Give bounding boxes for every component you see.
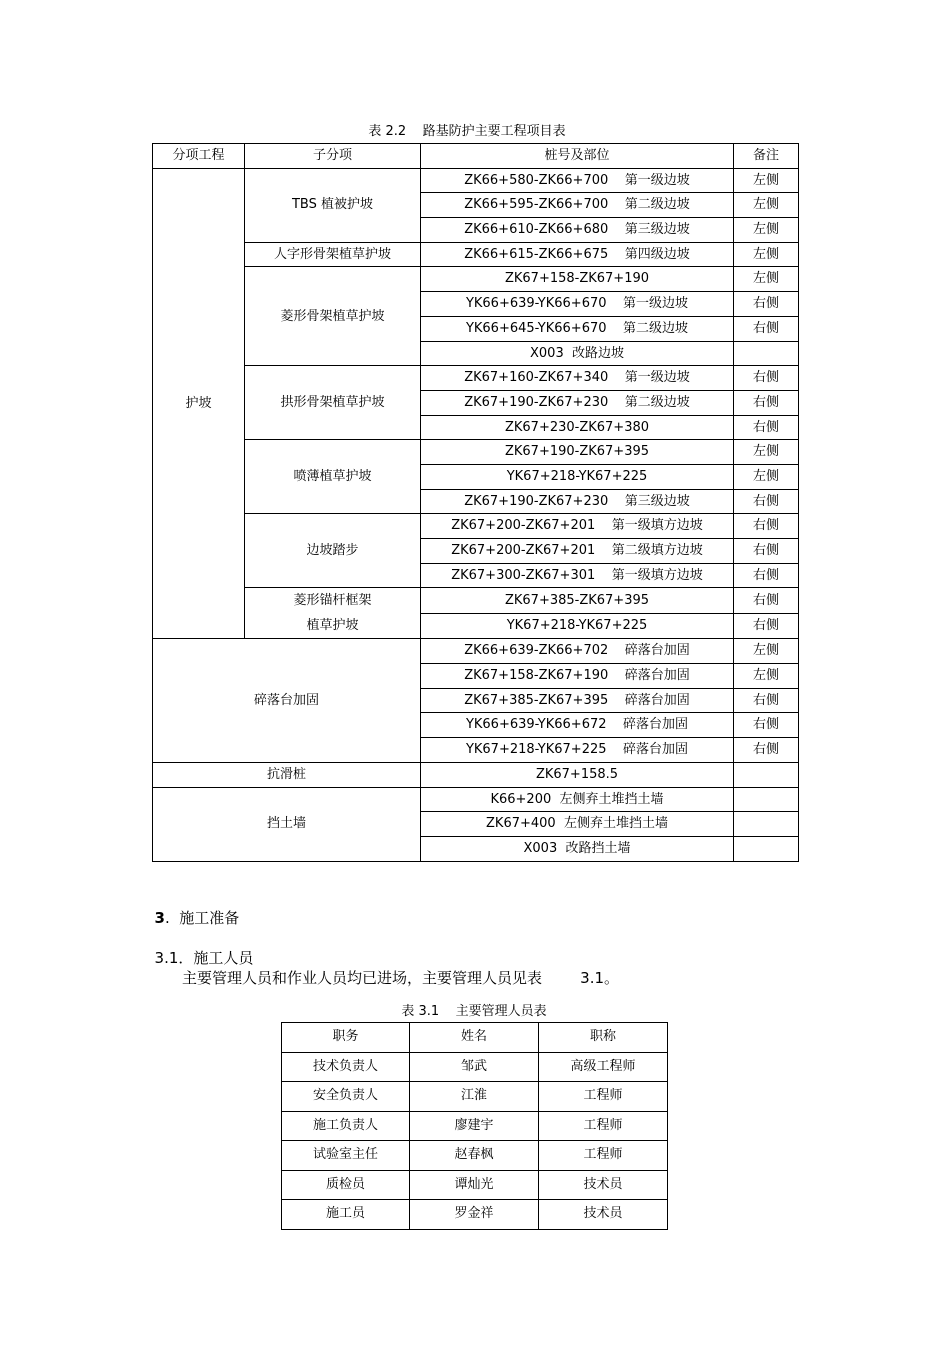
note-cell: 右侧 [734, 366, 799, 391]
position-cell: ZK67+158-ZK67+190 碎落台加固 [421, 664, 734, 689]
note-cell: 右侧 [734, 713, 799, 738]
position-cell: ZK66+610-ZK66+680 第三级边坡 [421, 218, 734, 243]
position-cell: ZK67+300-ZK67+301 第一级填方边坡 [421, 563, 734, 588]
note-cell: 右侧 [734, 738, 799, 763]
position-cell: YK66+639-YK66+670 第一级边坡 [421, 292, 734, 317]
position-cell: ZK67+385-ZK67+395 碎落台加固 [421, 688, 734, 713]
position-cell: ZK67+158.5 [421, 762, 734, 787]
header-cell: 职称 [539, 1023, 668, 1053]
header-cell: 职务 [282, 1023, 410, 1053]
table-row [282, 1141, 668, 1171]
note-cell: 左侧 [734, 440, 799, 465]
note-cell: 右侧 [734, 415, 799, 440]
table-header-row [282, 1023, 668, 1053]
section-number: 3.1 [154, 949, 179, 967]
section-title: 施工人员 [193, 949, 254, 967]
note-cell: 右侧 [734, 539, 799, 564]
note-cell: 左侧 [734, 639, 799, 664]
note-cell: 右侧 [734, 292, 799, 317]
note-cell: 右侧 [734, 489, 799, 514]
title-cell: 高级工程师 [539, 1052, 668, 1082]
position-cell: ZK66+615-ZK66+675 第四级边坡 [421, 242, 734, 267]
position-cell: ZK67+385-ZK67+395 [421, 588, 734, 614]
name-cell: 邹武 [410, 1052, 539, 1082]
table-header-row [153, 144, 799, 169]
table-row [153, 588, 799, 614]
title-cell: 技术员 [539, 1200, 668, 1230]
section-number: 3 [154, 909, 165, 927]
note-cell: 左侧 [734, 193, 799, 218]
name-cell: 赵春枫 [410, 1141, 539, 1171]
table-row [153, 762, 799, 787]
position-cell: YK66+645-YK66+670 第二级边坡 [421, 316, 734, 341]
table-row [153, 514, 799, 539]
name-cell: 江淮 [410, 1082, 539, 1112]
table-row [282, 1052, 668, 1082]
position-cell: YK67+218-YK67+225 [421, 464, 734, 489]
position-cell: K66+200 左侧弃土堆挡土墙 [421, 787, 734, 812]
role-cell: 施工负责人 [282, 1111, 410, 1141]
name-cell: 廖建宇 [410, 1111, 539, 1141]
position-cell: ZK67+190-ZK67+230 第三级边坡 [421, 489, 734, 514]
table-row [153, 168, 799, 193]
position-cell: ZK67+160-ZK67+340 第一级边坡 [421, 366, 734, 391]
title-cell: 工程师 [539, 1111, 668, 1141]
title-cell: 工程师 [539, 1082, 668, 1112]
position-cell: ZK67+200-ZK67+201 第二级填方边坡 [421, 539, 734, 564]
table-row [153, 787, 799, 812]
position-cell: ZK67+200-ZK67+201 第一级填方边坡 [421, 514, 734, 539]
note-cell: 左侧 [734, 267, 799, 292]
note-cell: 左侧 [734, 242, 799, 267]
group-cell: 碎落台加固 [153, 639, 421, 762]
position-cell: ZK67+230-ZK67+380 [421, 415, 734, 440]
role-cell: 安全负责人 [282, 1082, 410, 1112]
note-cell: 右侧 [734, 613, 799, 639]
role-cell: 施工员 [282, 1200, 410, 1230]
note-cell: 左侧 [734, 218, 799, 243]
position-cell: ZK66+595-ZK66+700 第二级边坡 [421, 193, 734, 218]
header-cell: 子分项 [245, 144, 421, 169]
role-cell: 质检员 [282, 1170, 410, 1200]
sub-item-cell: 喷薄植草护坡 [245, 440, 421, 514]
note-cell [734, 787, 799, 812]
body-paragraph: 主要管理人员和作业人员均已进场，主要管理人员见表 3.1。 [182, 969, 620, 987]
table-3-1 [281, 1022, 668, 1230]
table-row [282, 1170, 668, 1200]
name-cell: 谭灿光 [410, 1170, 539, 1200]
table-row [153, 440, 799, 465]
group-cell: 挡土墙 [153, 787, 421, 861]
sub-item-cell: 菱形锚杆框架 植草护坡 [245, 588, 421, 639]
section-title: 施工准备 [179, 909, 240, 927]
table-2-2 [152, 143, 799, 862]
sub-item-cell: TBS 植被护坡 [245, 168, 421, 242]
note-cell: 左侧 [734, 168, 799, 193]
table-row [153, 366, 799, 391]
position-cell: YK67+218-YK67+225 碎落台加固 [421, 738, 734, 763]
role-cell: 试验室主任 [282, 1141, 410, 1171]
position-cell: ZK66+639-ZK66+702 碎落台加固 [421, 639, 734, 664]
note-cell: 右侧 [734, 563, 799, 588]
position-cell: ZK67+190-ZK67+230 第二级边坡 [421, 390, 734, 415]
note-cell: 右侧 [734, 390, 799, 415]
table-row [282, 1200, 668, 1230]
position-cell: ZK67+190-ZK67+395 [421, 440, 734, 465]
header-cell: 桩号及部位 [421, 144, 734, 169]
table-row [282, 1111, 668, 1141]
table-2-2-caption: 表 2.2 路基防护主要工程项目表 [368, 124, 566, 139]
note-cell [734, 836, 799, 861]
sub-item-cell: 边坡踏步 [245, 514, 421, 588]
position-cell: YK67+218-YK67+225 [421, 613, 734, 639]
table-row [282, 1082, 668, 1112]
position-cell: ZK67+158-ZK67+190 [421, 267, 734, 292]
note-cell: 右侧 [734, 316, 799, 341]
role-cell: 技术负责人 [282, 1052, 410, 1082]
section-3-1-heading: 3.1．施工人员 [154, 949, 254, 967]
sub-item-cell: 菱形骨架植草护坡 [245, 267, 421, 366]
header-cell: 分项工程 [153, 144, 245, 169]
note-cell [734, 762, 799, 787]
position-cell: YK66+639-YK66+672 碎落台加固 [421, 713, 734, 738]
section-3-heading: 3. 施工准备 [154, 909, 240, 927]
note-cell: 右侧 [734, 514, 799, 539]
group-cell: 护坡 [153, 168, 245, 639]
sub-item-cell: 人字形骨架植草护坡 [245, 242, 421, 267]
position-cell: ZK67+400 左侧弃土堆挡土墙 [421, 812, 734, 837]
table-row [153, 267, 799, 292]
table-3-1-caption: 表 3.1 主要管理人员表 [401, 1004, 547, 1019]
position-cell: X003 改路边坡 [421, 341, 734, 366]
position-cell: X003 改路挡土墙 [421, 836, 734, 861]
note-cell: 左侧 [734, 464, 799, 489]
table-row [153, 639, 799, 664]
note-cell: 右侧 [734, 688, 799, 713]
header-cell: 姓名 [410, 1023, 539, 1053]
position-cell: ZK66+580-ZK66+700 第一级边坡 [421, 168, 734, 193]
header-cell: 备注 [734, 144, 799, 169]
name-cell: 罗金祥 [410, 1200, 539, 1230]
note-cell [734, 341, 799, 366]
note-cell: 右侧 [734, 588, 799, 614]
title-cell: 技术员 [539, 1170, 668, 1200]
title-cell: 工程师 [539, 1141, 668, 1171]
note-cell: 左侧 [734, 664, 799, 689]
sub-item-cell: 拱形骨架植草护坡 [245, 366, 421, 440]
group-cell: 抗滑桩 [153, 762, 421, 787]
note-cell [734, 812, 799, 837]
table-row [153, 242, 799, 267]
